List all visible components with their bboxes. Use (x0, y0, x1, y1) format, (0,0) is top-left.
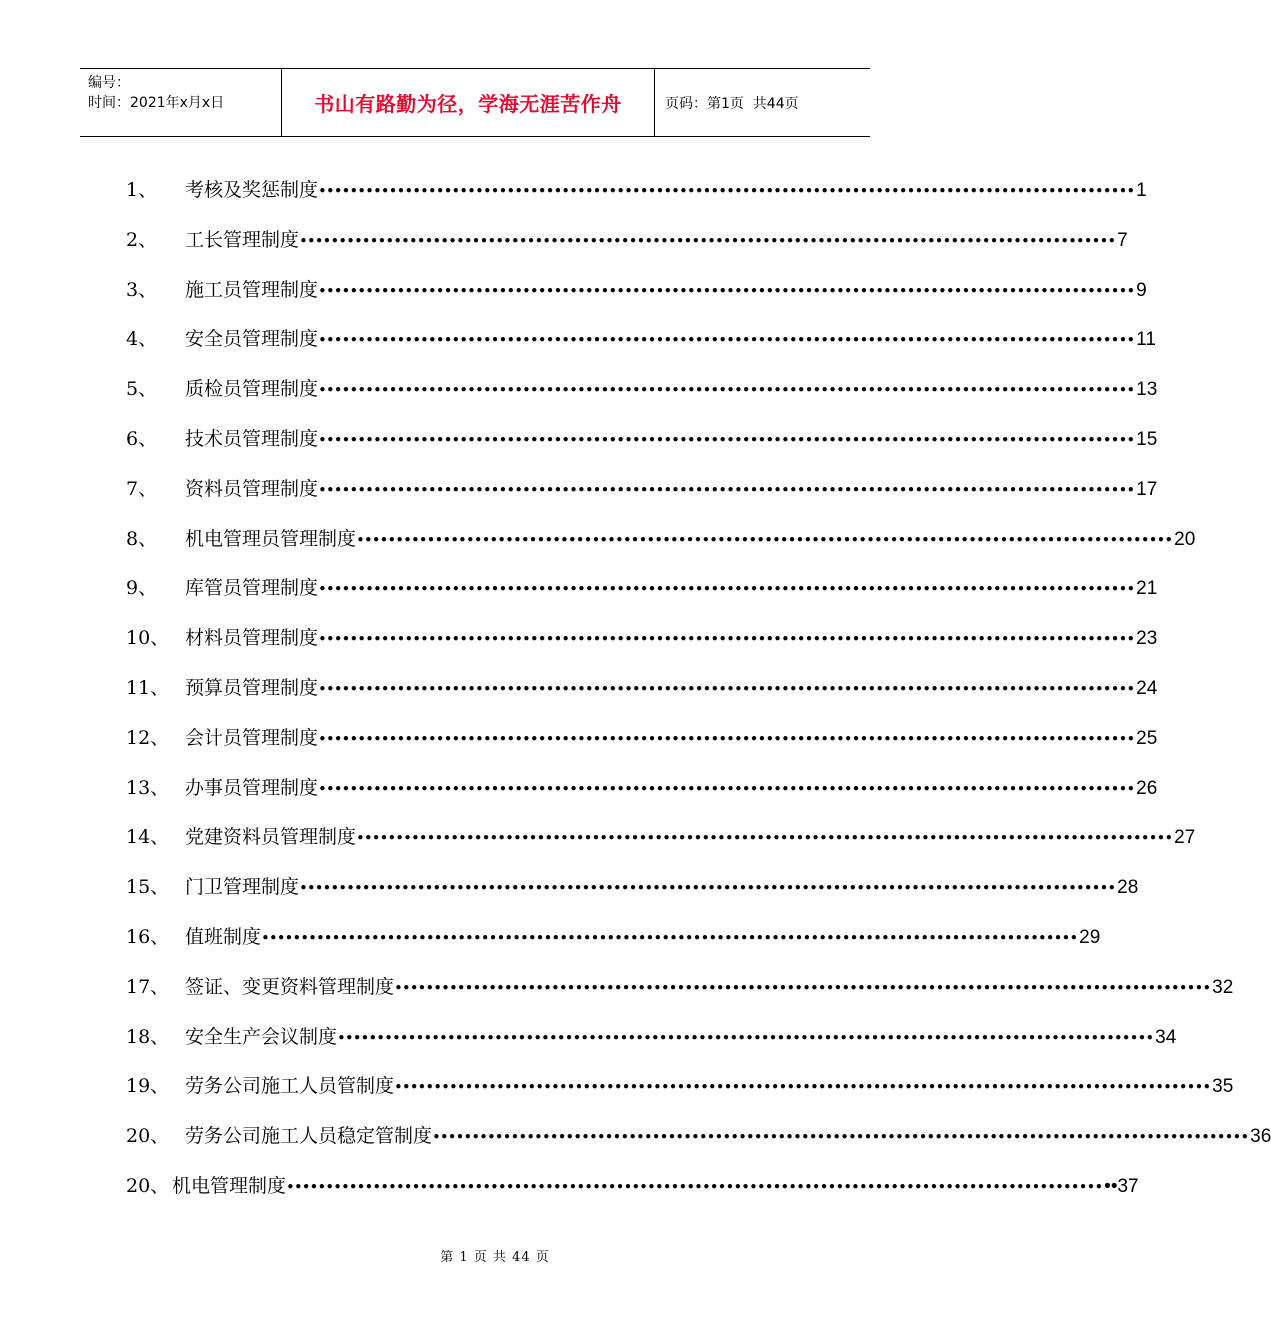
toc-leader-dots: •••••••••••••••••••••••••••••••••••••••••••••••••••••••••••••••••••••••••••••••••••••••••••••••••••••••• (356, 531, 1173, 549)
toc-entry-body (185, 275, 1147, 306)
toc-entry[interactable] (126, 872, 1139, 902)
toc-entry-title: 库管员管理制度 (185, 577, 319, 599)
toc-leader-dots: •••••••••••••••••••••••••••••••••••••••••••••••••••••••••••••••••••••••••••••••••••••••••••••••••••••••• (318, 381, 1135, 399)
toc-entry-body (185, 573, 1158, 604)
toc-leader-dots: •••••••••••••••••••••••••••••••••••••••••••••••••••••••••••••••••••••••••••••••••••••••••••••••••••••••• (318, 431, 1135, 449)
toc-entry-number: 8、 (126, 528, 158, 550)
toc-entry-title: 党建资料员管理制度 (185, 826, 357, 848)
toc-entry[interactable] (126, 723, 1158, 753)
toc-entry[interactable] (126, 324, 1156, 354)
toc-entry[interactable] (126, 275, 1147, 305)
toc-leader-dots: •••••••••••••••••••••••••••••••••••••••••••••••••••••••••••••••••••••••••••••••••••••••••••••••••••••••• (318, 282, 1135, 300)
toc-leader-dots: •••••••••••••••••••••••••••••••••••••••••••••••••••••••••••••••••••••••••••••••••••••••••••••••••••••••• (318, 730, 1135, 748)
toc-entry-page: 11 (1136, 329, 1156, 350)
toc-entry-number: 12、 (126, 727, 170, 749)
toc-entry-number: 9、 (126, 577, 158, 599)
toc-entry-number: 14、 (126, 826, 170, 848)
toc-entry-page: 13 (1136, 379, 1158, 400)
toc-entry-title: 安全生产会议制度 (185, 1026, 338, 1048)
toc-entry-number: 10、 (126, 627, 170, 649)
toc-entry-page: 9 (1136, 280, 1147, 301)
toc-entry-page: 36 (1250, 1126, 1271, 1147)
toc-entry-body (185, 822, 1196, 853)
toc-entry-number: 20、 (126, 1125, 170, 1147)
toc-entry-number: 13、 (126, 777, 170, 799)
toc-entry[interactable] (126, 773, 1158, 803)
toc-leader-dots: •••••••••••••••••••••••••••••••••••••••••••••••••••••••••••••••••••••••••••••••••••••••••••••••••••••••• (318, 182, 1135, 200)
toc-entry-page: 26 (1136, 778, 1158, 799)
toc-entry-page: 29 (1079, 927, 1101, 948)
toc-entry[interactable] (126, 1022, 1177, 1052)
toc-entry-page: 15 (1136, 429, 1158, 450)
toc-entry-page: ••37 (1104, 1176, 1139, 1197)
toc-entry-page: 21 (1136, 578, 1158, 599)
toc-entry-title: 门卫管理制度 (185, 876, 300, 898)
toc-entry[interactable] (126, 972, 1234, 1002)
toc-entry-number: 18、 (126, 1026, 170, 1048)
toc-leader-dots: •••••••••••••••••••••••••••••••••••••••••••••••••••••••••••••••••••••••••••••••••••••••••••••••••••••••• (318, 580, 1135, 598)
toc-entry-number: 17、 (126, 976, 170, 998)
toc-entry-page: 20 (1174, 529, 1196, 550)
toc-entry-title: 安全员管理制度 (185, 328, 319, 350)
toc-entry-number: 19、 (126, 1075, 170, 1097)
toc-leader-dots: •••••••••••••••••••••••••••••••••••••••••••••••••••••••••••••••••••••••••••••••••••••••••••••••••••••••• (394, 979, 1211, 997)
toc-entry[interactable] (126, 822, 1196, 852)
toc-leader-dots: •••••••••••••••••••••••••••••••••••••••••••••••••••••••••••••••••••••••••••••••••••••••••••••••••••••••• (299, 879, 1116, 897)
toc-entry-title: 办事员管理制度 (185, 777, 319, 799)
header-meta-cell (80, 69, 282, 136)
toc-entry-body (185, 673, 1158, 704)
toc-entry-title: 机电管理员管理制度 (185, 528, 357, 550)
toc-entry-title: 考核及奖惩制度 (185, 179, 319, 201)
toc-entry-title: 质检员管理制度 (185, 378, 319, 400)
toc-entry-number: 16、 (126, 926, 170, 948)
toc-entry-body (185, 1071, 1234, 1102)
toc-entry-title: 劳务公司施工人员稳定管制度 (185, 1125, 433, 1147)
toc-entry[interactable] (126, 474, 1158, 504)
toc-entry-title: 机电管理制度 (172, 1175, 287, 1197)
toc-entry-number: 5、 (126, 378, 158, 400)
toc-entry-body (185, 623, 1158, 654)
toc-entry[interactable] (126, 1171, 1139, 1201)
toc-leader-dots: •••••••••••••••••••••••••••••••••••••••••••••••••••••••••••••••••••••••••••••••••••••••••••••••••••••••• (286, 1178, 1103, 1196)
toc-entry[interactable] (126, 225, 1128, 255)
toc-entry-title: 资料员管理制度 (185, 478, 319, 500)
header-page-info: 页码：第1页 共44页 (665, 95, 799, 112)
toc-entry-body (185, 1022, 1177, 1053)
toc-leader-dots: •••••••••••••••••••••••••••••••••••••••••••••••••••••••••••••••••••••••••••••••••••••••••••••••••••••••• (356, 829, 1173, 847)
toc-entry-title: 劳务公司施工人员管制度 (185, 1075, 395, 1097)
toc-entry-body (185, 225, 1128, 256)
toc-entry[interactable] (126, 524, 1196, 554)
toc-entry-body (185, 872, 1139, 903)
toc-leader-dots: •••••••••••••••••••••••••••••••••••••••••••••••••••••••••••••••••••••••••••••••••••••••••••••••••••••••• (337, 1029, 1154, 1047)
toc-entry-page: 17 (1136, 479, 1158, 500)
toc-leader-dots: •••••••••••••••••••••••••••••••••••••••••••••••••••••••••••••••••••••••••••••••••••••••••••••••••••••••• (318, 481, 1135, 499)
toc-entry-number: 1、 (126, 179, 158, 201)
number-label: 编号： (88, 75, 130, 91)
toc-entry-title: 值班制度 (185, 926, 262, 948)
toc-entry-number: 3、 (126, 279, 158, 301)
toc-entry-title: 会计员管理制度 (185, 727, 319, 749)
toc-entry[interactable] (126, 922, 1101, 952)
toc-entry-number: 4、 (126, 328, 158, 350)
toc-entry-page: 25 (1136, 728, 1158, 749)
toc-entry-title: 工长管理制度 (185, 229, 300, 251)
toc-entry-number: 7、 (126, 478, 158, 500)
toc-entry-page: 1 (1136, 180, 1147, 201)
toc-entry-body (185, 972, 1234, 1003)
toc-entry[interactable] (126, 573, 1158, 603)
toc-entry[interactable] (126, 623, 1158, 653)
toc-entry-title: 施工员管理制度 (185, 279, 319, 301)
toc-leader-dots: •••••••••••••••••••••••••••••••••••••••••••••••••••••••••••••••••••••••••••••••••••••••••••••••••••••••• (299, 232, 1116, 250)
toc-entry-number: 6、 (126, 428, 158, 450)
toc-entry-title: 预算员管理制度 (185, 677, 319, 699)
time-label: 时间：2021年x月x日 (88, 95, 225, 111)
toc-leader-dots: •••••••••••••••••••••••••••••••••••••••••••••••••••••••••••••••••••••••••••••••••••••••••••••••••••••••• (318, 331, 1135, 349)
toc-entry[interactable] (126, 1121, 1271, 1151)
toc-leader-dots: •••••••••••••••••••••••••••••••••••••••••••••••••••••••••••••••••••••••••••••••••••••••••••••••••••••••• (318, 630, 1135, 648)
toc-entry-body (185, 175, 1147, 206)
toc-entry[interactable] (126, 424, 1158, 454)
toc-entry-body (185, 424, 1158, 455)
toc-entry-body (185, 374, 1158, 405)
toc-leader-dots: •••••••••••••••••••••••••••••••••••••••••••••••••••••••••••••••••••••••••••••••••••••••••••••••••••••••• (318, 680, 1135, 698)
toc-entry-page: 7 (1117, 230, 1128, 251)
toc-entry-title: 材料员管理制度 (185, 627, 319, 649)
toc-entry-body (185, 723, 1158, 754)
toc-entry-body (185, 524, 1196, 555)
page-footer: 第 1 页 共 44 页 (440, 1250, 550, 1265)
toc-entry-body (185, 474, 1158, 505)
toc-entry-body (185, 773, 1158, 804)
toc-entry-number: 20、 (126, 1175, 170, 1197)
page-header (80, 68, 870, 137)
toc-leader-dots: •••••••••••••••••••••••••••••••••••••••••••••••••••••••••••••••••••••••••••••••••••••••••••••••••••••••• (318, 780, 1135, 798)
toc-entry-number: 15、 (126, 876, 170, 898)
header-motto: 书山有路勤为径，学海无涯苦作舟 (282, 69, 655, 136)
toc-entry[interactable] (126, 175, 1147, 205)
toc-leader-dots: •••••••••••••••••••••••••••••••••••••••••••••••••••••••••••••••••••••••••••••••••••••••••••••••••••••••• (261, 929, 1078, 947)
toc-entry-body (185, 324, 1156, 355)
toc-entry-page: 28 (1117, 877, 1139, 898)
toc-entry[interactable] (126, 374, 1158, 404)
toc-entry-title: 签证、变更资料管理制度 (185, 976, 395, 998)
toc-entry[interactable] (126, 1071, 1234, 1101)
toc-entry-page: 23 (1136, 628, 1158, 649)
toc-entry-page: 24 (1136, 678, 1158, 699)
toc-leader-dots: •••••••••••••••••••••••••••••••••••••••••••••••••••••••••••••••••••••••••••••••••••••••••••••••••••••••• (394, 1078, 1211, 1096)
toc-entry[interactable] (126, 673, 1158, 703)
toc-entry-title: 技术员管理制度 (185, 428, 319, 450)
toc-entry-body (185, 1121, 1271, 1152)
toc-entry-page: 32 (1212, 977, 1234, 998)
toc-entry-page: 27 (1174, 827, 1196, 848)
toc-entry-page: 34 (1155, 1027, 1177, 1048)
toc-entry-number: 2、 (126, 229, 158, 251)
toc-entry-body (185, 922, 1101, 953)
toc-entry-number: 11、 (126, 677, 170, 699)
toc-leader-dots: •••••••••••••••••••••••••••••••••••••••••••••••••••••••••••••••••••••••••••••••••••••••••••••••••••••••• (432, 1128, 1249, 1146)
toc-entry-body (172, 1171, 1139, 1202)
toc-entry-page: 35 (1212, 1076, 1234, 1097)
